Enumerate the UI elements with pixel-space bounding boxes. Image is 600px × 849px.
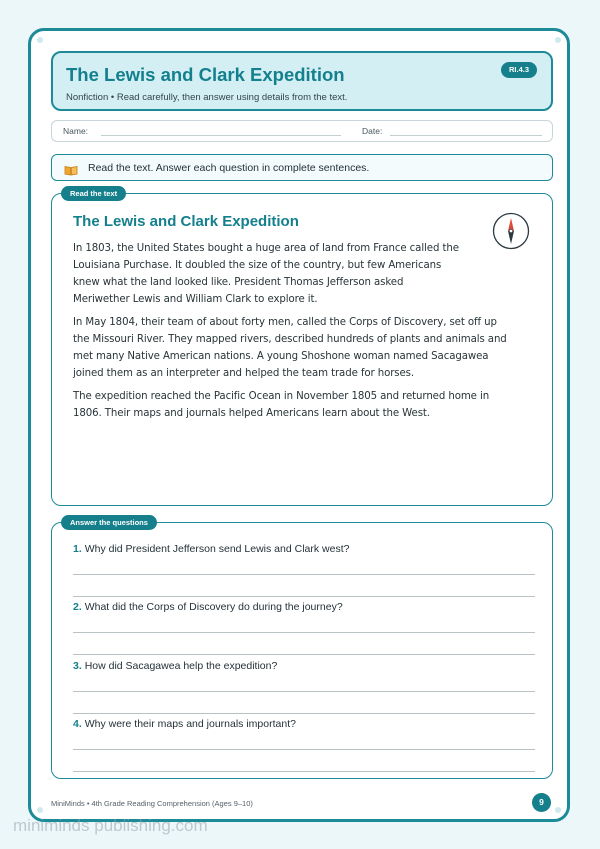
- passage-line: The expedition reached the Pacific Ocean in November 1805 and returned home in: [73, 391, 490, 402]
- date-label: Date:: [362, 126, 383, 136]
- answer-line[interactable]: [73, 691, 535, 692]
- question-number: 1.: [73, 543, 82, 555]
- passage-paragraph: [73, 240, 533, 308]
- questions-tab: Answer the questions: [61, 515, 157, 530]
- question-number: 2.: [73, 601, 82, 613]
- answer-line[interactable]: [73, 713, 535, 714]
- name-date-bar: [51, 120, 553, 142]
- page-title: The Lewis and Clark Expedition: [66, 64, 345, 85]
- answer-line[interactable]: [73, 596, 535, 597]
- corner-dot: [555, 37, 561, 43]
- corner-dot: [37, 807, 43, 813]
- passage-line: met many Native American nations. A young Shoshone woman named Sacagawea: [73, 351, 489, 362]
- question-number: 3.: [73, 660, 82, 672]
- question-prompt: Why did President Jefferson send Lewis and Clark west?: [84, 543, 350, 555]
- question-prompt: Why were their maps and journals important?: [84, 718, 296, 730]
- passage-line: 1806. Their maps and journals helped Americans learn about the West.: [73, 408, 430, 419]
- answer-line[interactable]: [73, 632, 535, 633]
- passage-line: In May 1804, their team of about forty men, called the Corps of Discovery, set off up: [73, 317, 497, 328]
- passage-paragraph: [73, 388, 533, 422]
- passage-line: the Missouri River. They mapped rivers, described hundreds of plants and animals and: [73, 334, 507, 345]
- passage-line: knew what the land looked like. President Thomas Jefferson asked: [73, 277, 404, 288]
- question-text: [73, 660, 277, 672]
- passage-line: Meriwether Lewis and William Clark to explore it.: [73, 294, 318, 305]
- watermark: miniminds publishing.com: [13, 816, 208, 835]
- answer-line[interactable]: [73, 749, 535, 750]
- passage-body: [73, 240, 533, 428]
- page-number-badge: 9: [532, 793, 551, 812]
- passage-line: Louisiana Purchase. It doubled the size of the country, but few Americans: [73, 260, 442, 271]
- answer-line[interactable]: [73, 771, 535, 772]
- corner-dot: [555, 807, 561, 813]
- question-text: [73, 718, 296, 730]
- questions-section: [51, 518, 553, 779]
- name-field[interactable]: [101, 135, 341, 136]
- standard-code-badge: RI.4.3: [501, 62, 537, 78]
- instructions-text: Read the text. Answer each question in complete sentences.: [88, 162, 370, 174]
- reading-section: [51, 189, 553, 506]
- footer-text: MiniMinds • 4th Grade Reading Comprehension (Ages 9–10): [51, 799, 253, 808]
- name-label: Name:: [63, 126, 89, 136]
- worksheet-header: [51, 51, 553, 111]
- passage-title: The Lewis and Clark Expedition: [73, 213, 299, 230]
- answer-line[interactable]: [73, 574, 535, 575]
- question-text: [73, 601, 343, 613]
- corner-dot: [37, 37, 43, 43]
- question-prompt: What did the Corps of Discovery do during the journey?: [84, 601, 343, 613]
- passage-paragraph: [73, 314, 533, 382]
- worksheet-page: [28, 28, 570, 822]
- question-text: [73, 543, 349, 555]
- book-icon: [64, 163, 78, 181]
- date-field[interactable]: [390, 135, 542, 136]
- instructions-box: [51, 154, 553, 181]
- passage-line: joined them as an interpreter and helped the team trade for horses.: [73, 368, 415, 379]
- answer-line[interactable]: [73, 654, 535, 655]
- passage-line: In 1803, the United States bought a huge area of land from France called the: [73, 243, 459, 254]
- question-number: 4.: [73, 718, 82, 730]
- reading-tab: Read the text: [61, 186, 126, 201]
- page-subtitle: Nonfiction • Read carefully, then answer using details from the text.: [66, 92, 348, 103]
- question-prompt: How did Sacagawea help the expedition?: [84, 660, 278, 672]
